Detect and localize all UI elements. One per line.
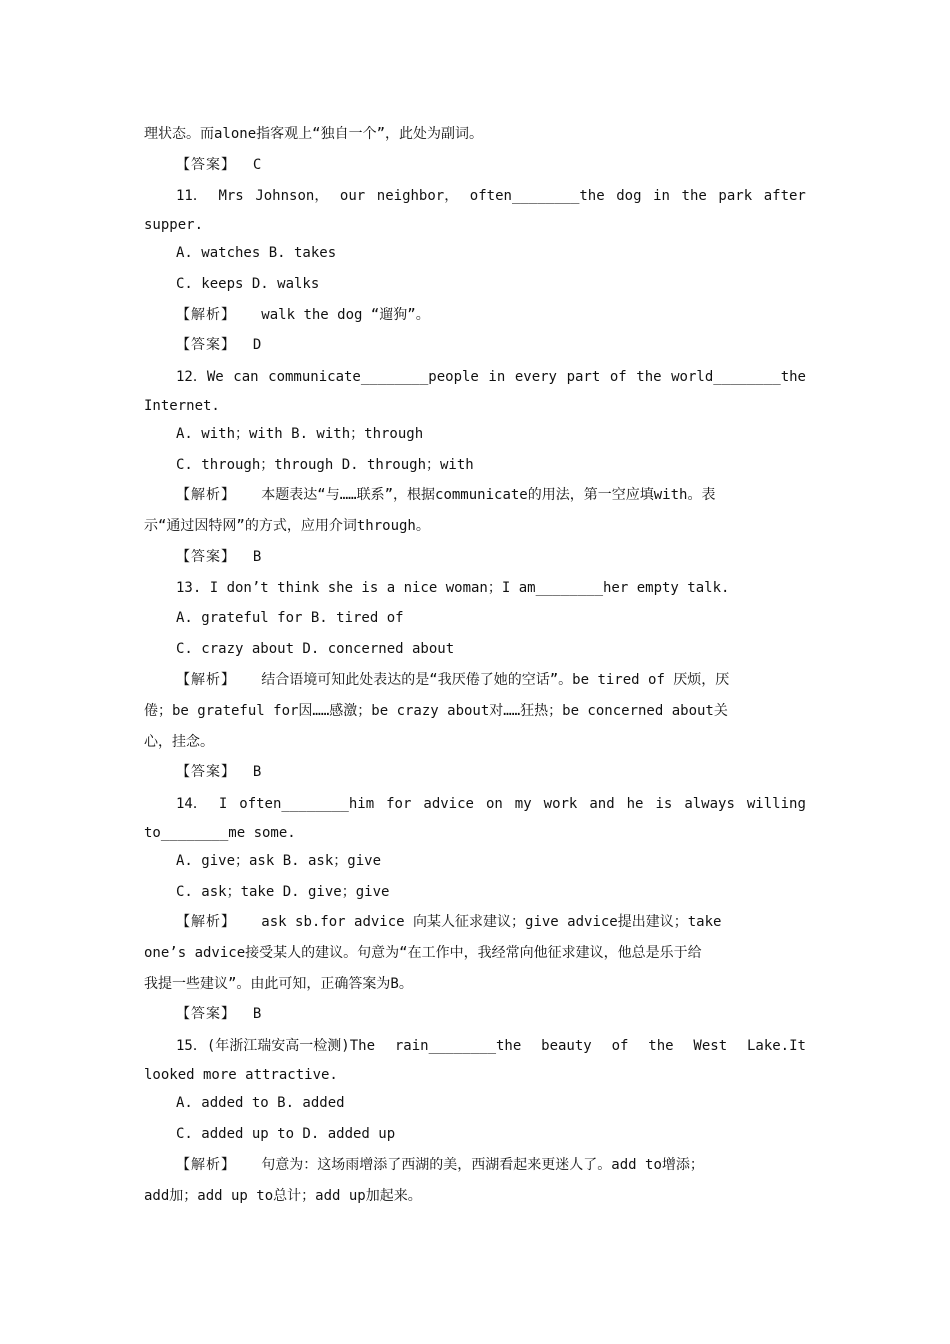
question-15-line2: looked more attractive. bbox=[144, 1067, 338, 1083]
analysis-label: 【解析】 bbox=[176, 914, 236, 930]
question-13-options-cd: C. crazy about D. concerned about bbox=[176, 641, 455, 657]
question-11-options-ab: A. watches B. takes bbox=[176, 245, 337, 261]
question-13-line1: 13. I don’t think she is a nice woman；I am________her empty talk. bbox=[176, 580, 730, 596]
analysis-line bbox=[176, 304, 806, 326]
question-11-line2: supper. bbox=[144, 217, 204, 233]
analysis-text-cont: 倦；be grateful for因……感激；be crazy about对……狂热；be concerned about关 bbox=[144, 703, 728, 719]
question-12-line1: 12．We can communicate________people in every part of the world________the bbox=[176, 369, 806, 385]
analysis-label: 【解析】 bbox=[176, 1157, 236, 1173]
analysis-text-cont: 示“通过因特网”的方式，应用介词through。 bbox=[144, 518, 430, 534]
analysis-text: 结合语境可知此处表达的是“我厌倦了她的空话”。be tired of 厌烦，厌 bbox=[261, 672, 730, 688]
question-15-options-cd: C. added up to D. added up bbox=[176, 1126, 396, 1142]
question-12-options-ab: A. with；with B. with；through bbox=[176, 426, 424, 442]
question-14-options-ab: A. give；ask B. ask；give bbox=[176, 853, 382, 869]
answer-line bbox=[176, 761, 806, 783]
analysis-text: walk the dog “遛狗”。 bbox=[261, 307, 430, 323]
question-12-options-cd: C. through；through D. through；with bbox=[176, 457, 474, 473]
analysis-line bbox=[176, 669, 806, 691]
question-15-options-ab: A. added to B. added bbox=[176, 1095, 345, 1111]
answer-label: 【答案】 bbox=[176, 764, 236, 780]
analysis-line bbox=[176, 484, 806, 506]
question-11-line1: 11． Mrs Johnson， our neighbor， often________the dog in the park after bbox=[176, 188, 806, 204]
analysis-label: 【解析】 bbox=[176, 487, 236, 503]
analysis-line bbox=[176, 1154, 806, 1176]
analysis-text-cont: add加；add up to总计；add up加起来。 bbox=[144, 1188, 422, 1204]
answer-value: B bbox=[252, 549, 262, 565]
answer-label: 【答案】 bbox=[176, 1006, 236, 1022]
answer-label: 【答案】 bbox=[176, 549, 236, 565]
answer-value: C bbox=[252, 157, 262, 173]
analysis-text: 句意为：这场雨增添了西湖的美，西湖看起来更迷人了。add to增添； bbox=[261, 1157, 704, 1173]
question-13-options-ab: A. grateful for B. tired of bbox=[176, 610, 404, 626]
answer-label: 【答案】 bbox=[176, 157, 236, 173]
question-14-line1: 14． I often________him for advice on my work and he is always willing bbox=[176, 796, 806, 812]
analysis-line bbox=[176, 911, 806, 933]
answer-line bbox=[176, 334, 806, 356]
answer-value: D bbox=[252, 337, 262, 353]
answer-label: 【答案】 bbox=[176, 337, 236, 353]
answer-line bbox=[176, 1003, 806, 1025]
question-15-line1: 15．(年浙江瑞安高一检测)The rain________the beauty of the West Lake.It bbox=[176, 1038, 806, 1054]
analysis-text: ask sb.for advice 向某人征求建议；give advice提出建议；take bbox=[261, 914, 722, 930]
answer-line bbox=[176, 154, 806, 176]
question-14-line2: to________me some. bbox=[144, 825, 296, 841]
analysis-text-cont: 我提一些建议”。由此可知，正确答案为B。 bbox=[144, 976, 413, 992]
answer-value: B bbox=[252, 764, 262, 780]
intro-text: 理状态。而alone指客观上“独自一个”，此处为副词。 bbox=[144, 126, 483, 142]
analysis-label: 【解析】 bbox=[176, 307, 236, 323]
analysis-text: 本题表达“与……联系”，根据communicate的用法，第一空应填with。表 bbox=[261, 487, 716, 503]
question-12-line2: Internet. bbox=[144, 398, 220, 414]
question-11-options-cd: C. keeps D. walks bbox=[176, 276, 320, 292]
analysis-label: 【解析】 bbox=[176, 672, 236, 688]
question-14-options-cd: C. ask；take D. give；give bbox=[176, 884, 390, 900]
analysis-text-cont: one’s advice接受某人的建议。句意为“在工作中，我经常向他征求建议，他总是乐于给 bbox=[144, 945, 702, 961]
answer-line bbox=[176, 546, 806, 568]
answer-value: B bbox=[252, 1006, 262, 1022]
analysis-text-cont: 心，挂念。 bbox=[144, 734, 214, 750]
